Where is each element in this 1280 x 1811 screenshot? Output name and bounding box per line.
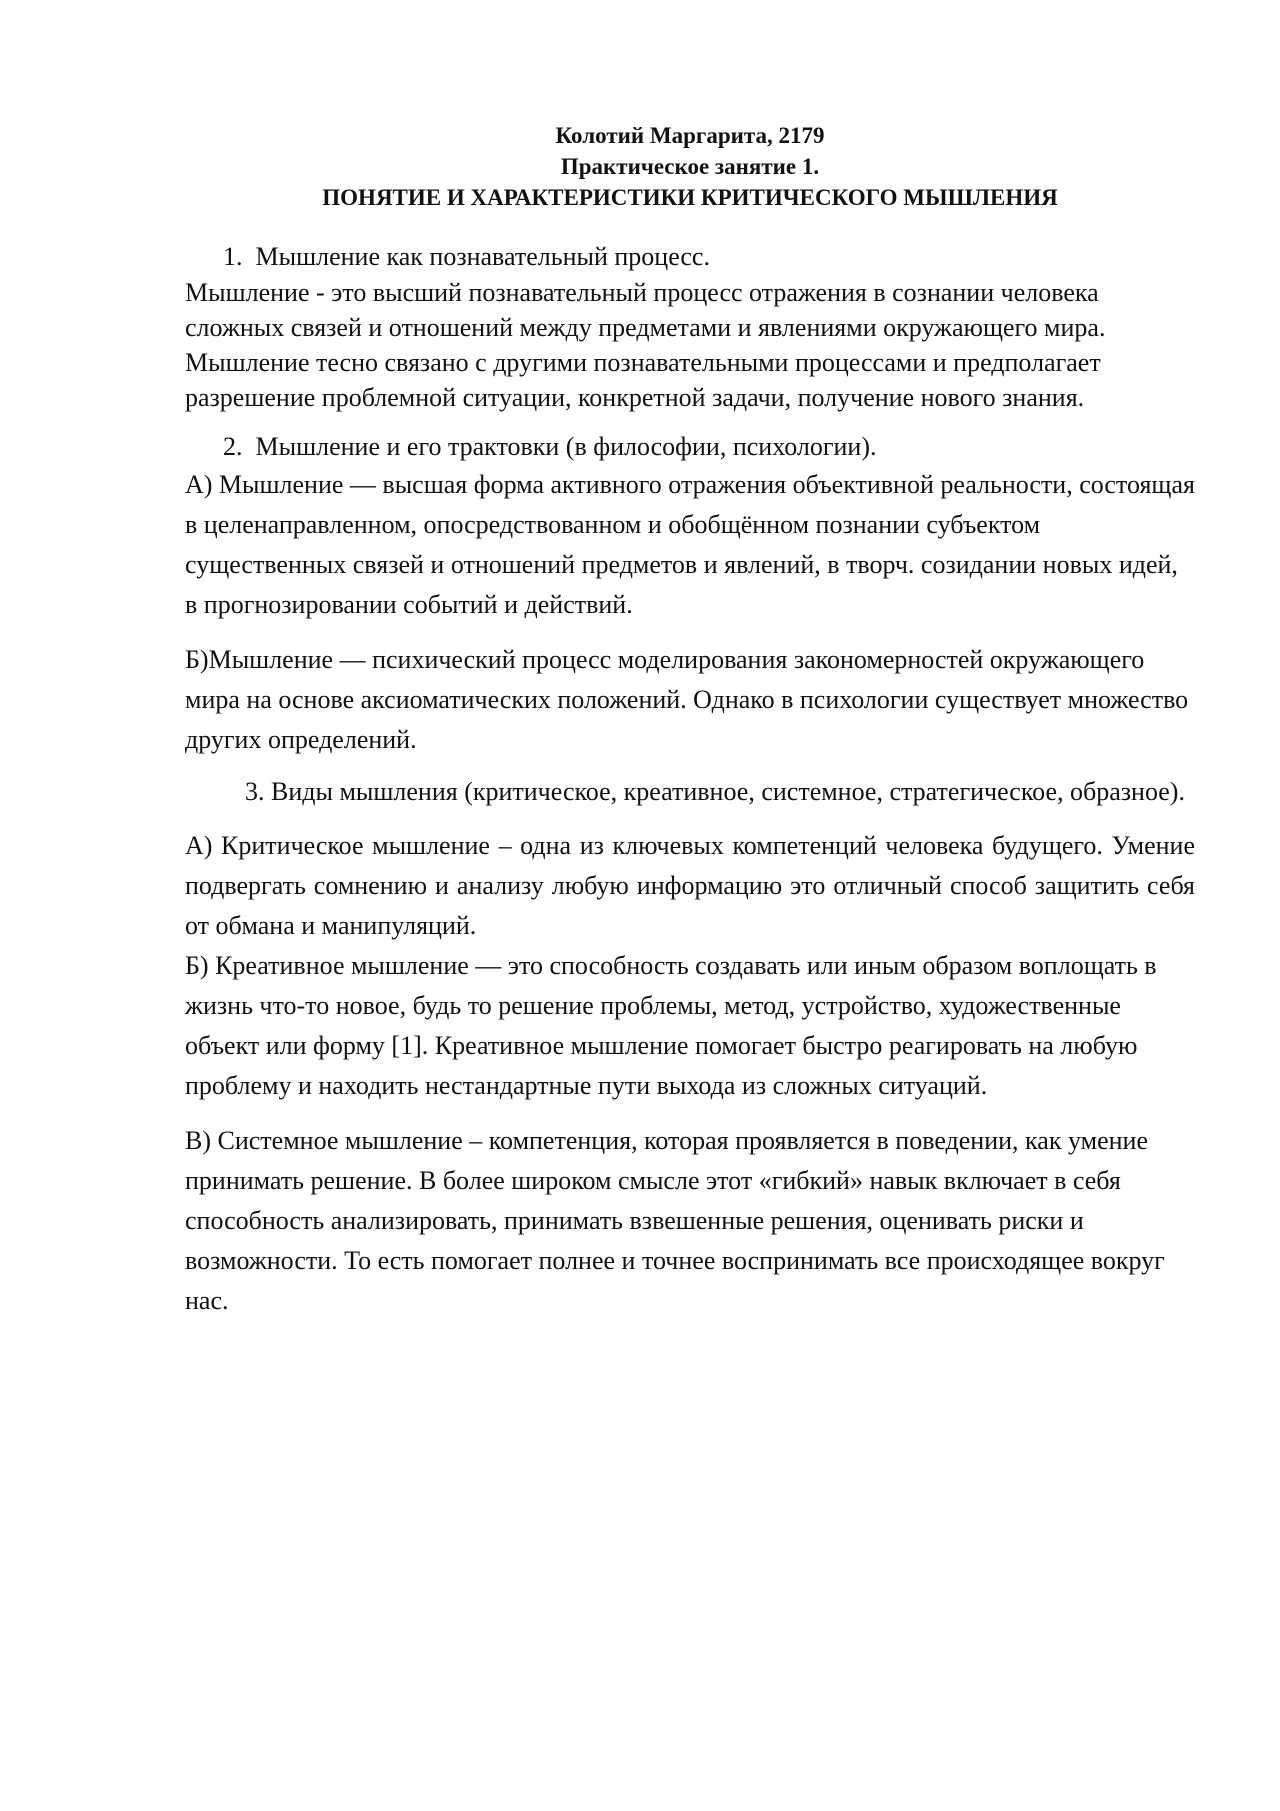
section-2-heading (185, 429, 1195, 465)
section-1-heading (185, 239, 1195, 275)
section-3-heading (185, 772, 1195, 812)
section-3-title: Виды мышления (критическое, креативное, системное, стратегическое, образное). (271, 777, 1185, 806)
section-2-title: Мышление и его трактовки (в философии, психологии). (255, 432, 877, 461)
section-3-paragraph-2: Б) Креативное мышление — это способность создавать или иным образом воплощать в жизнь что-то новое, будь то решение проблемы, метод, устройство, художественные объект или форму [1]. Креативное мышление помогает быстро реагировать на любую проблему и находить нестандартные пути выхода из сложных ситуаций. (185, 951, 1157, 1100)
section-3-paragraph-1: А) Критическое мышление – одна из ключевых компетенций человека будущего. Умение подвергать сомнению и анализу любую информацию это отличный способ защитить себя от обмана и манипуляций. (185, 831, 1195, 940)
section-2-number: 2. (223, 432, 243, 461)
section-1-title: Мышление как познавательный процесс. (255, 242, 710, 271)
document-title: ПОНЯТИЕ И ХАРАКТЕРИСТИКИ КРИТИЧЕСКОГО МЫШЛЕНИЯ (322, 185, 1058, 210)
lesson-line: Практическое занятие 1. (560, 154, 820, 179)
section-3-number: 3. (245, 777, 265, 806)
section-2-paragraph-1: А) Мышление — высшая форма активного отражения объективной реальности, состоящая в целенаправленном, опосредствованном и обобщённом познании субъектом существенных связей и отношений предметов и явлений, в творч. созидании новых идей, в прогнозировании событий и действий. (185, 470, 1195, 619)
section-1-number: 1. (223, 242, 243, 271)
section-1-paragraph-1: Мышление - это высший познавательный процесс отражения в сознании человека сложных связей и отношений между предметами и явлениями окружающего мира. (185, 278, 1106, 342)
section-1-paragraph-2: Мышление тесно связано с другими познавательными процессами и предполагает разрешение проблемной ситуации, конкретной задачи, получение нового знания. (185, 348, 1101, 412)
section-2-paragraph-2: Б)Мышление — психический процесс моделирования закономерностей окружающего мира на основе аксиоматических положений. Однако в психологии существует множество других определений. (185, 645, 1189, 754)
document-page (185, 120, 1195, 1321)
author-line: Колотий Маргарита, 2179 (555, 123, 825, 148)
section-3-paragraph-3: В) Системное мышление – компетенция, которая проявляется в поведении, как умение принимать решение. В более широком смысле этот «гибкий» навык включает в себя способность анализировать, принимать взвешенные решения, оценивать риски и возможности. То есть помогает полнее и точнее воспринимать все происходящее вокруг нас. (185, 1126, 1165, 1315)
